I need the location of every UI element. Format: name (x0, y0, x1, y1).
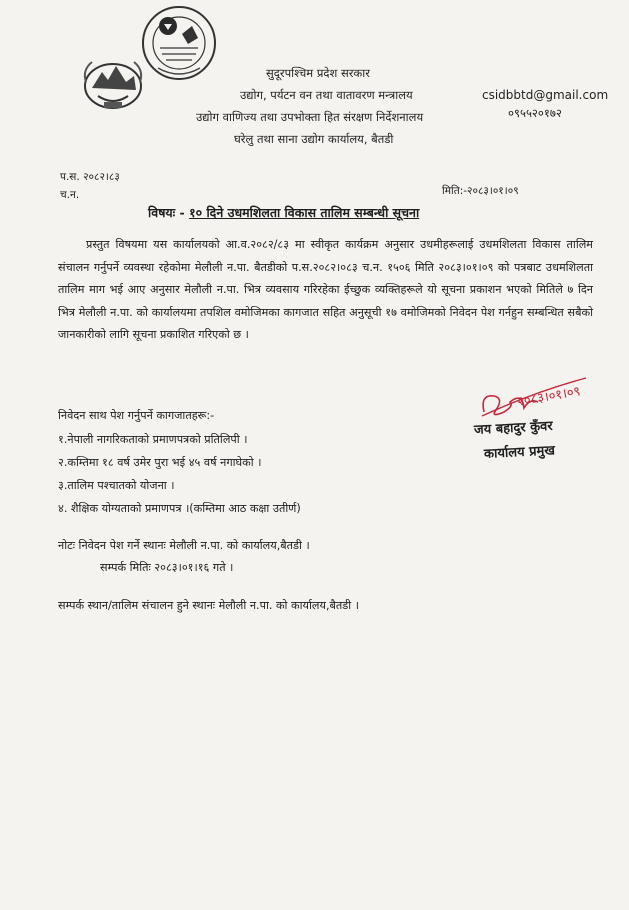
document-item-4: ४. शैक्षिक योग्यताको प्रमाणपत्र ।(कम्तिमा आठ कक्षा उतीर्ण) (58, 502, 301, 515)
header-email: csidbbtd@gmail.com (482, 88, 609, 102)
reference-date: मिति:-२०८३।०१।०९ (442, 185, 519, 197)
reference-cn: च.न. (60, 189, 80, 201)
reference-ps: प.स. २०८२।८३ (60, 171, 120, 183)
contact-line: सम्पर्क स्थान/तालिम संचालन हुने स्थानः मेलौली न.पा. को कार्यालय,बैतडी । (58, 599, 359, 612)
header-line-office: घरेलु तथा साना उद्योग कार्यालय, बैतडी (234, 132, 394, 146)
header-line-directorate: उद्योग वाणिज्य तथा उपभोक्ता हित संरक्षण निर्देशनालय (196, 110, 424, 124)
subject-title: १० दिने उधमशिलता विकास तालिम सम्बन्धी सूचना (189, 205, 420, 220)
header-line-province: सुदूरपश्चिम प्रदेश सरकार (266, 66, 370, 80)
signature-date: २०८३।०१।०९ (516, 384, 582, 410)
documents-heading: निवेदन साथ पेश गर्नुपर्ने कागजातहरू:- (58, 409, 215, 422)
subject-line (148, 204, 419, 221)
signatory-title: कार्यालय प्रमुख (483, 443, 556, 462)
document-item-1: १.नेपाली नागरिकताको प्रमाणपत्रको प्रतिलिपी । (58, 433, 248, 446)
nepal-emblem-icon (78, 52, 148, 114)
notice-body: प्रस्तुत विषयमा यस कार्यालयको आ.व.२०८२/८३ मा स्वीकृत कार्यक्रम अनुसार उधमीहरूलाई उधमशिलता विकास तालिम संचालन गर्नुपर्ने व्यवस्था रहेकोमा मेलौली न.पा. बैतडीको प.स.२०८२।०८३ च.न. १५०६ मिति २०८३।०१।०९ को पत्रबाट उधमशिलता तालिम माग भई आए अनुसार मेलौली न.पा. भित्र व्यवसाय गरिरहेका ईच्छुक व्यक्तिहरूले यो सूचना प्रकाशन भएको मितिले ७ दिन भित्र मेलौली न.पा. को कार्यालयमा तपशिल वमोजिमका कागजात सहित अनुसूची १७ वमोजिमको निवेदन पेश गर्नहुन सम्बन्धित सबैको जानकारीको लागि सूचना प्रकाशित गरिएको छ । (58, 238, 593, 342)
note-line-1: नोटः निवेदन पेश गर्ने स्थानः मेलौली न.पा. को कार्यालय,बैतडी । (58, 539, 310, 552)
document-item-3: ३.तालिम पश्चातको योजना । (58, 479, 175, 492)
subject-prefix: विषयः - (148, 205, 185, 220)
header-phone: ०९५५२०१७२ (508, 106, 562, 120)
office-seal-icon (140, 4, 218, 82)
document-item-2: २.कम्तिमा १८ वर्ष उमेर पुरा भई ४५ वर्ष नगाघेको । (58, 456, 262, 469)
header-line-ministry: उद्योग, पर्यटन वन तथा वातावरण मन्त्रालय (240, 88, 413, 102)
note-line-2: सम्पर्क मितिः २०८३।०१।१६ गते । (100, 561, 234, 574)
signatory-name: जय बहादुर कुँवर (473, 418, 554, 438)
